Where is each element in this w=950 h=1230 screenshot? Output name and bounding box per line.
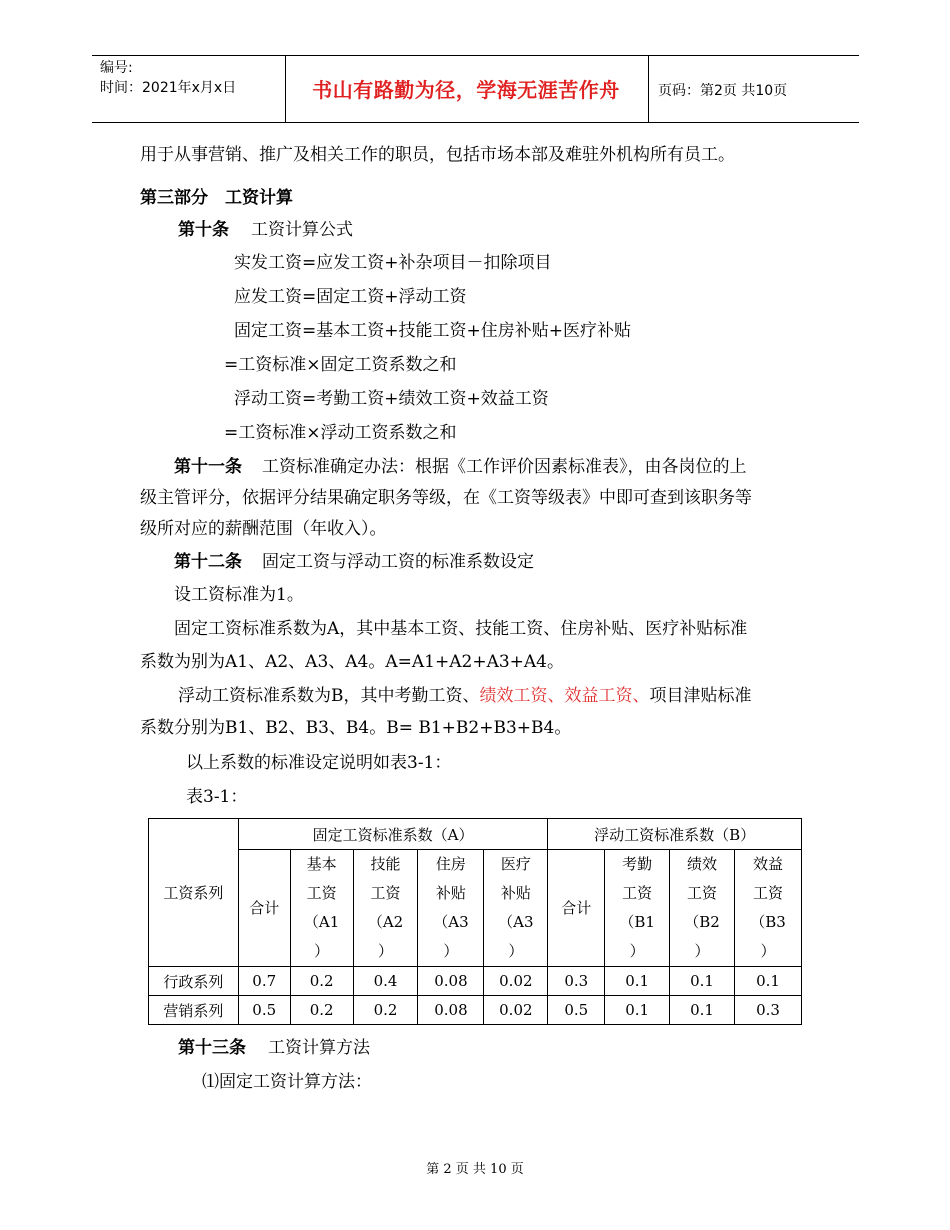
row-label: 营销系列 bbox=[149, 996, 239, 1025]
corner-cell: 工资系列 bbox=[149, 819, 239, 967]
col-header: 技能 工资 （A2 ） bbox=[353, 850, 418, 967]
table-subheader-row bbox=[149, 850, 802, 967]
table-caption: 表3-1： bbox=[186, 787, 248, 807]
part3-title: 第三部分 工资计算 bbox=[140, 188, 293, 208]
article-12-title: 第十二条 bbox=[174, 552, 242, 572]
header-divider bbox=[648, 56, 649, 122]
table-cell: 0.5 bbox=[238, 996, 290, 1025]
table-cell: 0.3 bbox=[548, 967, 605, 996]
table-cell: 0.5 bbox=[548, 996, 605, 1025]
article-10-text: 工资计算公式 bbox=[251, 220, 353, 240]
col-header: 合计 bbox=[548, 850, 605, 967]
col-header: 绩效 工资 （B2 ） bbox=[670, 850, 735, 967]
article-13-title: 第十三条 bbox=[178, 1038, 246, 1058]
table-cell: 0.2 bbox=[290, 967, 353, 996]
header-page-info: 页码：第2页 共10页 bbox=[658, 83, 788, 99]
list-item: ⑴固定工资计算方法： bbox=[202, 1072, 372, 1092]
table-cell: 0.02 bbox=[484, 996, 548, 1025]
table-cell: 0.1 bbox=[605, 996, 670, 1025]
table-cell: 0.1 bbox=[670, 996, 735, 1025]
article-11-text: 工资标准确定办法：根据《工作评价因素标准表》，由各岗位的上 bbox=[262, 457, 747, 477]
table-row bbox=[149, 996, 802, 1025]
formula-line: =工资标准×浮动工资系数之和 bbox=[224, 423, 457, 443]
article-11-title: 第十一条 bbox=[174, 457, 242, 477]
row-label: 行政系列 bbox=[149, 967, 239, 996]
table-cell: 0.2 bbox=[290, 996, 353, 1025]
article-10 bbox=[178, 219, 353, 241]
number-label: 编号: bbox=[100, 60, 133, 76]
table-cell: 0.02 bbox=[484, 967, 548, 996]
formula-line: 浮动工资=考勤工资+绩效工资+效益工资 bbox=[234, 389, 549, 409]
paragraph bbox=[178, 685, 752, 707]
article-11-line1 bbox=[174, 456, 747, 478]
col-header: 合计 bbox=[238, 850, 290, 967]
intro-line: 用于从事营销、推广及相关工作的职员，包括市场本部及难驻外机构所有员工。 bbox=[140, 145, 735, 165]
paragraph: 设工资标准为1。 bbox=[174, 585, 304, 605]
formula-line: 固定工资=基本工资+技能工资+住房补贴+医疗补贴 bbox=[234, 321, 631, 341]
paragraph: 系数为别为A1、A2、A3、A4。A=A1+A2+A3+A4。 bbox=[140, 652, 564, 672]
page-header bbox=[92, 55, 859, 123]
article-11-line2: 级主管评分，依据评分结果确定职务等级，在《工资等级表》中即可查到该职务等 bbox=[140, 488, 752, 508]
table-cell: 0.2 bbox=[353, 996, 418, 1025]
article-13 bbox=[178, 1037, 370, 1059]
table-cell: 0.08 bbox=[418, 996, 484, 1025]
table-cell: 0.1 bbox=[670, 967, 735, 996]
table-header-row bbox=[149, 819, 802, 850]
paragraph: 系数分别为B1、B2、B3、B4。B= B1+B2+B3+B4。 bbox=[140, 718, 572, 738]
header-left bbox=[100, 58, 236, 98]
paragraph: 固定工资标准系数为A，其中基本工资、技能工资、住房补贴、医疗补贴标准 bbox=[174, 619, 748, 639]
col-header: 效益 工资 （B3 ） bbox=[735, 850, 802, 967]
article-12 bbox=[174, 551, 534, 573]
table-row bbox=[149, 967, 802, 996]
article-11-line3: 级所对应的薪酬范围（年收入）。 bbox=[140, 519, 387, 539]
text-span: 项目津贴标准 bbox=[649, 686, 752, 706]
article-12-text: 固定工资与浮动工资的标准系数设定 bbox=[262, 552, 534, 572]
formula-line: =工资标准×固定工资系数之和 bbox=[224, 355, 457, 375]
table-cell: 0.1 bbox=[605, 967, 670, 996]
article-10-title: 第十条 bbox=[178, 220, 229, 240]
header-motto: 书山有路勤为径，学海无涯苦作舟 bbox=[312, 78, 620, 102]
article-13-text: 工资计算方法 bbox=[268, 1038, 370, 1058]
table-cell: 0.1 bbox=[735, 967, 802, 996]
formula-line: 实发工资=应发工资+补杂项目－扣除项目 bbox=[234, 253, 552, 273]
table-cell: 0.3 bbox=[735, 996, 802, 1025]
table-cell: 0.4 bbox=[353, 967, 418, 996]
header-divider bbox=[285, 56, 286, 122]
highlighted-text: 绩效工资、效益工资、 bbox=[479, 686, 650, 706]
page-footer: 第 2 页 共 10 页 bbox=[426, 1162, 524, 1177]
col-header: 住房 补贴 （A3 ） bbox=[418, 850, 484, 967]
table-cell: 0.08 bbox=[418, 967, 484, 996]
col-header: 考勤 工资 （B1 ） bbox=[605, 850, 670, 967]
text-span: 浮动工资标准系数为B，其中考勤工资、 bbox=[178, 686, 480, 706]
col-header: 基本 工资 （A1 ） bbox=[290, 850, 353, 967]
group-a-header: 固定工资标准系数（A） bbox=[238, 819, 548, 850]
formula-line: 应发工资=固定工资+浮动工资 bbox=[234, 287, 467, 307]
time-label: 时间：2021年x月x日 bbox=[100, 80, 237, 96]
col-header: 医疗 补贴 （A3 ） bbox=[484, 850, 548, 967]
paragraph: 以上系数的标准设定说明如表3-1： bbox=[186, 753, 452, 773]
group-b-header: 浮动工资标准系数（B） bbox=[548, 819, 802, 850]
table-cell: 0.7 bbox=[238, 967, 290, 996]
coefficient-table bbox=[148, 818, 802, 1025]
